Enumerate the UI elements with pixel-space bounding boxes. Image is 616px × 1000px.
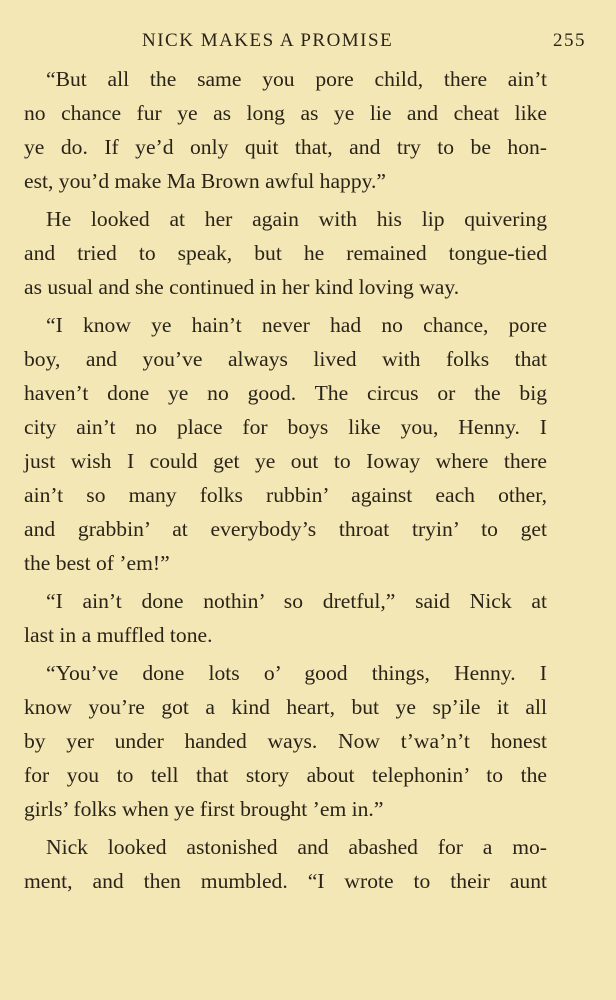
text-line: He looked at her again with his lip quivering: [46, 207, 547, 231]
text-body: [24, 62, 546, 898]
paragraph: [24, 202, 546, 304]
text-line: know you’re got a kind heart, but ye sp’ile it all: [24, 695, 547, 719]
text-line: ye do. If ye’d only quit that, and try to be hon-: [24, 135, 547, 159]
text-line: “You’ve done lots o’ good things, Henny. I: [46, 661, 547, 685]
text-line: boy, and you’ve always lived with folks that: [24, 347, 547, 371]
text-line: girls’ folks when ye first brought ’em in.”: [24, 797, 384, 821]
text-line: est, you’d make Ma Brown awful happy.”: [24, 169, 387, 193]
text-line: the best of ’em!”: [24, 551, 170, 575]
text-line: Nick looked astonished and abashed for a mo-: [46, 835, 547, 859]
paragraph: [24, 62, 546, 198]
running-title: NICK MAKES A PROMISE: [142, 30, 394, 51]
text-line: ment, and then mumbled. “I wrote to their aunt: [24, 869, 547, 893]
text-line: and tried to speak, but he remained tongue-tied: [24, 241, 547, 265]
text-line: ain’t so many folks rubbin’ against each other,: [24, 483, 547, 507]
text-line: last in a muffled tone.: [24, 623, 213, 647]
page-number: 255: [553, 30, 586, 51]
running-head: [24, 28, 586, 62]
paragraph: [24, 656, 546, 826]
text-line: as usual and she continued in her kind loving way.: [24, 275, 460, 299]
text-line: city ain’t no place for boys like you, Henny. I: [24, 415, 547, 439]
text-line: “But all the same you pore child, there ain’t: [46, 67, 547, 91]
text-line: just wish I could get ye out to Ioway where there: [24, 449, 547, 473]
text-line: by yer under handed ways. Now t’wa’n’t honest: [24, 729, 547, 753]
paragraph: [24, 584, 546, 652]
paragraph: [24, 308, 546, 580]
text-line: “I ain’t done nothin’ so dretful,” said Nick at: [46, 589, 547, 613]
text-line: and grabbin’ at everybody’s throat tryin’ to get: [24, 517, 547, 541]
text-line: no chance fur ye as long as ye lie and cheat like: [24, 101, 547, 125]
text-line: haven’t done ye no good. The circus or the big: [24, 381, 547, 405]
text-line: for you to tell that story about telephonin’ to the: [24, 763, 547, 787]
text-line: “I know ye hain’t never had no chance, pore: [46, 313, 547, 337]
paragraph: [24, 830, 546, 898]
